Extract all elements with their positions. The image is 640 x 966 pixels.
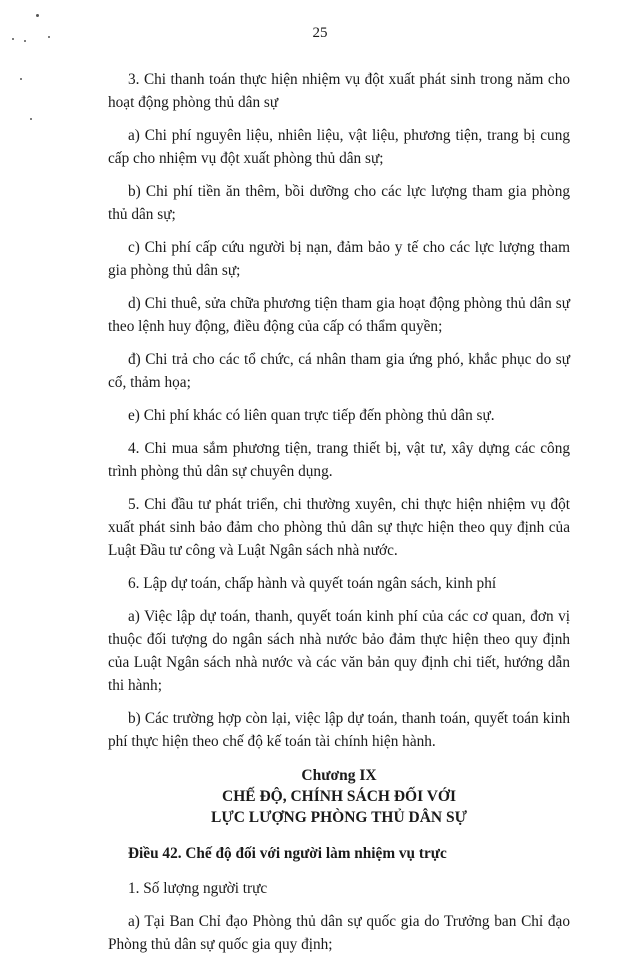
- scan-speck: [12, 38, 14, 40]
- paragraph: 6. Lập dự toán, chấp hành và quyết toán ngân sách, kinh phí: [128, 575, 497, 592]
- scan-speck: [24, 40, 26, 42]
- paragraph: a) Chi phí nguyên liệu, nhiên liệu, vật liệu, phương tiện, trang bị cung cấp cho nhiệm vụ đột xuất phòng thủ dân sự;: [108, 127, 570, 167]
- paragraph: 5. Chi đầu tư phát triển, chi thường xuyên, chi thực hiện nhiệm vụ đột xuất phát sinh bảo đảm cho phòng thủ dân sự thực hiện theo quy định của Luật Đầu tư công và Luật Ngân sách nhà nước.: [108, 496, 570, 559]
- chapter-heading: [108, 765, 570, 828]
- article-heading: Điều 42. Chế độ đối với người làm nhiệm vụ trực: [128, 845, 447, 862]
- chapter-title-line-1: CHẾ ĐỘ, CHÍNH SÁCH ĐỐI VỚI: [222, 788, 456, 805]
- paragraph: a) Tại Ban Chỉ đạo Phòng thủ dân sự quốc gia do Trưởng ban Chỉ đạo Phòng thủ dân sự quốc gia quy định;: [108, 913, 570, 953]
- paragraph: c) Chi phí cấp cứu người bị nạn, đảm bảo y tế cho các lực lượng tham gia phòng thủ dân sự;: [108, 239, 570, 279]
- document-body: [108, 68, 570, 966]
- page-number: 25: [312, 25, 328, 41]
- scan-speck: [36, 14, 39, 17]
- chapter-number: Chương IX: [301, 767, 377, 784]
- paragraph: 3. Chi thanh toán thực hiện nhiệm vụ đột xuất phát sinh trong năm cho hoạt động phòng thủ dân sự: [108, 71, 570, 111]
- scan-speck: [48, 36, 50, 38]
- chapter-title-line-2: LỰC LƯỢNG PHÒNG THỦ DÂN SỰ: [211, 809, 467, 826]
- scan-speck: [20, 78, 22, 80]
- paragraph: b) Chi phí tiền ăn thêm, bồi dưỡng cho các lực lượng tham gia phòng thủ dân sự;: [108, 183, 570, 223]
- paragraph: 4. Chi mua sắm phương tiện, trang thiết bị, vật tư, xây dựng các công trình phòng thủ dân sự chuyên dụng.: [108, 440, 570, 480]
- paragraph: e) Chi phí khác có liên quan trực tiếp đến phòng thủ dân sự.: [128, 407, 495, 424]
- paragraph: b) Các trường hợp còn lại, việc lập dự toán, thanh toán, quyết toán kinh phí thực hiện theo chế độ kế toán tài chính hiện hành.: [108, 710, 570, 750]
- paragraph: đ) Chi trả cho các tổ chức, cá nhân tham gia ứng phó, khắc phục do sự cố, thảm họa;: [108, 351, 570, 391]
- paragraph: 1. Số lượng người trực: [128, 880, 268, 897]
- paragraph: a) Việc lập dự toán, thanh, quyết toán kinh phí của các cơ quan, đơn vị thuộc đối tượng do ngân sách nhà nước bảo đảm thực hiện theo quy định của Luật Ngân sách nhà nước và các văn bản quy định chi tiết, hướng dẫn thi hành;: [108, 608, 570, 694]
- scan-speck: [30, 118, 32, 120]
- paragraph: d) Chi thuê, sửa chữa phương tiện tham gia hoạt động phòng thủ dân sự theo lệnh huy động, điều động của cấp có thẩm quyền;: [108, 295, 570, 335]
